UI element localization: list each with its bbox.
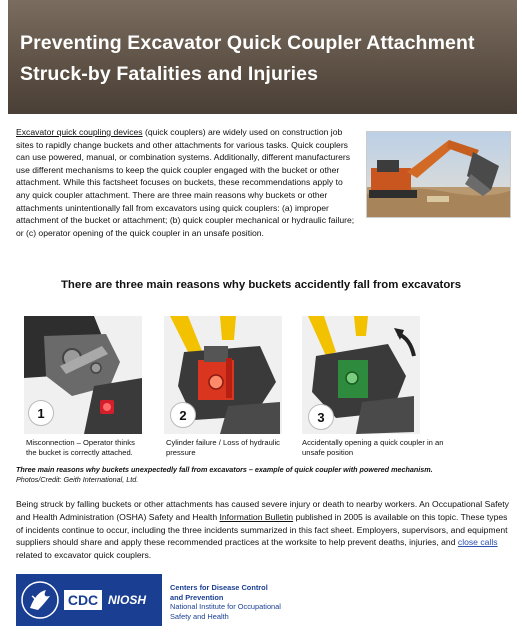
section-heading: There are three main reasons why buckets accidently fall from excavators — [60, 279, 462, 291]
niosh-logo-text: NIOSH — [108, 593, 147, 607]
panel-caption-2: Cylinder failure / Loss of hydraulic pressure — [166, 438, 280, 457]
intro-text: (quick couplers) are widely used on construction job sites to rapidly change buckets and other attachments for various tasks. Quick couplers can use powered, manual, or combination systems. Additionally, different manufacturers use different mechanisms to keep the quick coupler engaged with the bucket or other attachment. While this factsheet focuses on buckets, these recommendations apply to any quick coupler attachment. There are three main reasons why buckets or other attachments unintentionally fall from excavators using quick couplers: (a) improper attachment of the bucket or attachment; (b) quick coupler mechanical or hydraulic failure; or (c) operator opening of the quick coupler in an unsafe position. — [16, 127, 355, 238]
step-number-3: 3 — [308, 404, 334, 430]
org-line-3: National Institute for Occupational — [170, 602, 281, 612]
close-calls-link[interactable]: close calls — [457, 537, 498, 548]
cdc-organization-name — [170, 583, 370, 621]
panel-caption-1: Misconnection – Operator thinks the bucket is correctly attached. — [26, 438, 135, 457]
step-number-2: 2 — [170, 402, 196, 428]
page-title: Preventing Excavator Quick Coupler Attachment Struck-by Fatalities and Injuries — [20, 32, 475, 85]
body-text-2: published in 2005 is available on this topic. These types of incidents continue to occur, including the three incidents summarized in this fact sheet. Employers, supervisors, and equipment suppliers should share and apply these recommended practices at the worksite to help prevent deaths, injuries, and — [16, 511, 508, 548]
org-line-4: Safety and Health — [170, 611, 229, 621]
information-bulletin-link[interactable]: Information Bulletin — [219, 511, 294, 522]
step-number-1: 1 — [28, 400, 54, 426]
body-text-1: Being struck by falling buckets or other attachments has caused severe injury or death to nearby workers. An Occupational Safety and Health Administration (OSHA) Safety and Health — [16, 499, 509, 522]
body-text-3: related to excavator quick couplers. — [16, 550, 152, 561]
quick-coupling-link[interactable]: Excavator quick coupling devices — [16, 127, 143, 137]
org-line-2: and Prevention — [170, 592, 224, 602]
figure-credit: Photos/Credit: Geith International, Ltd. — [16, 474, 139, 484]
panel-caption-3: Accidentally opening a quick coupler in an unsafe position — [302, 438, 444, 457]
org-line-1: Centers for Disease Control — [170, 583, 268, 592]
figure-caption — [16, 465, 516, 484]
excavator-photo — [366, 131, 511, 218]
cdc-niosh-logo — [16, 574, 162, 626]
coupler-illustration-1 — [24, 316, 142, 434]
coupler-illustration-2 — [164, 316, 282, 434]
intro-paragraph — [16, 126, 358, 239]
cdc-logo-text: CDC — [64, 590, 102, 610]
figure-caption-title: Three main reasons why buckets unexpectedly fall from excavators – example of quick coupler with powered mechanism. — [16, 465, 433, 474]
body-paragraph — [16, 498, 512, 562]
coupler-illustration-3 — [302, 316, 420, 434]
title-banner — [8, 0, 517, 114]
